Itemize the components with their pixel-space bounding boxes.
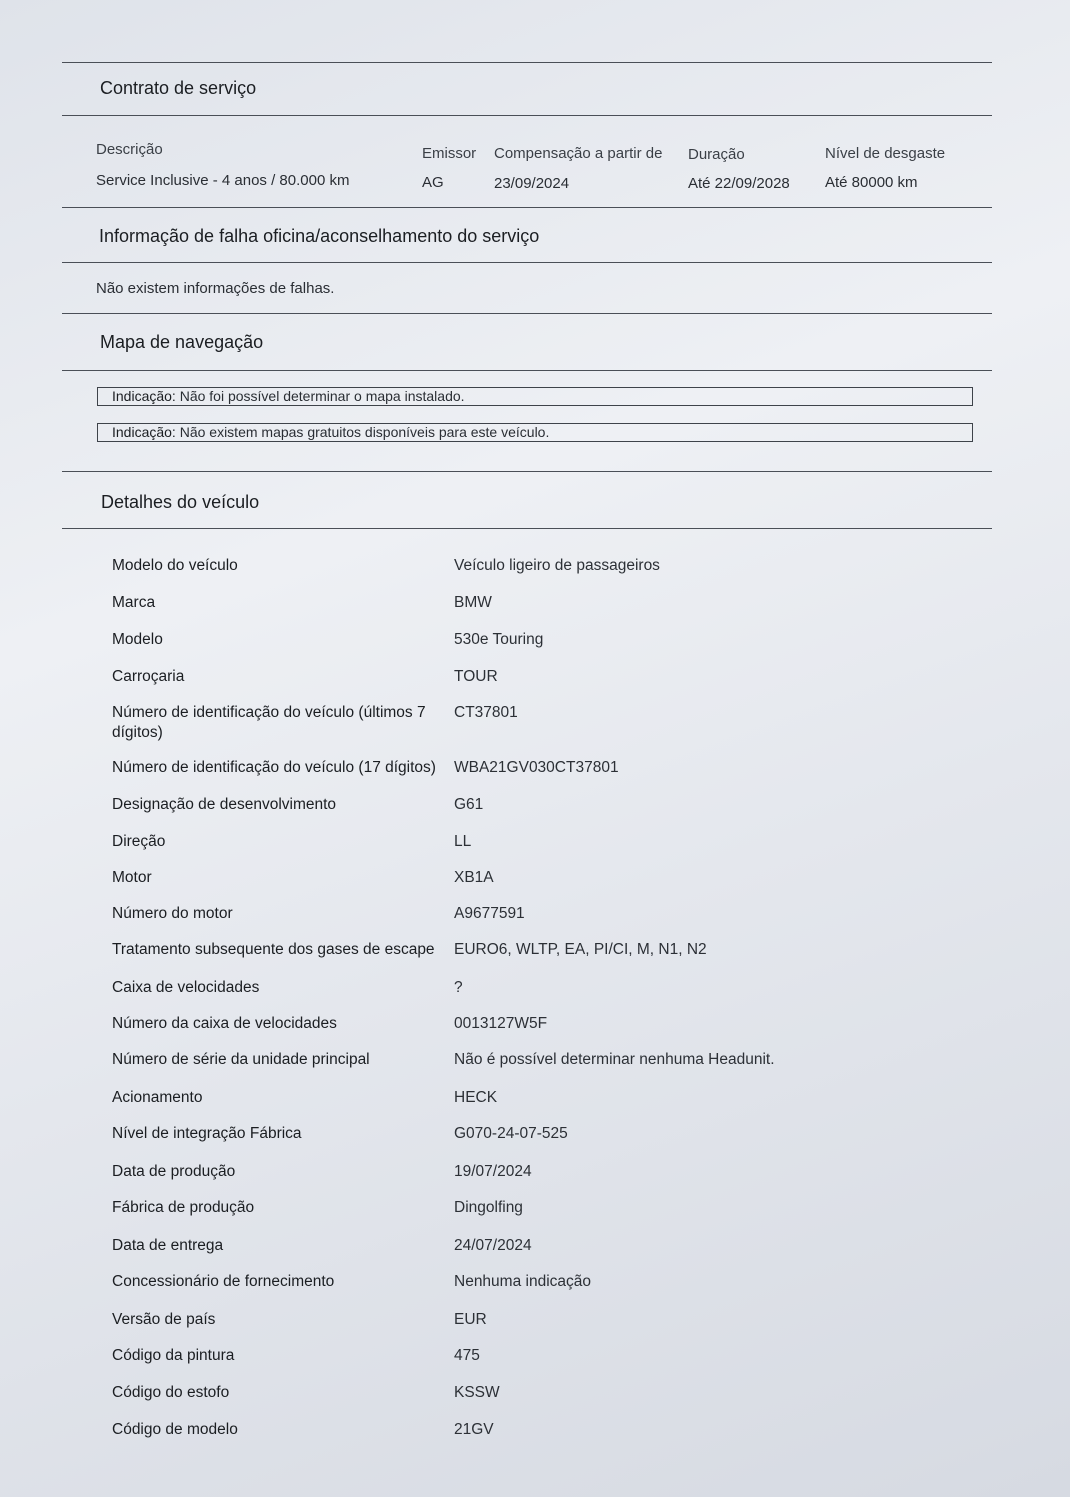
detail-value: 475 bbox=[454, 1347, 480, 1364]
contract-wear-level: Até 80000 km bbox=[825, 174, 918, 191]
fault-info-text: Não existem informações de falhas. bbox=[96, 280, 335, 297]
navigation-note bbox=[97, 423, 973, 442]
detail-label: Concessionário de fornecimento bbox=[112, 1273, 335, 1290]
detail-value: 19/07/2024 bbox=[454, 1163, 532, 1180]
divider bbox=[62, 115, 992, 116]
detail-label: Nível de integração Fábrica bbox=[112, 1125, 302, 1142]
header-wear-level: Nível de desgaste bbox=[825, 145, 946, 162]
detail-label: Código da pintura bbox=[112, 1347, 235, 1364]
header-description: Descrição bbox=[96, 141, 163, 158]
detail-label: Designação de desenvolvimento bbox=[112, 796, 337, 813]
detail-value: 21GV bbox=[454, 1421, 494, 1438]
detail-label: Código de modelo bbox=[112, 1421, 238, 1438]
detail-label: Fábrica de produção bbox=[112, 1199, 255, 1216]
detail-value: G61 bbox=[454, 796, 484, 813]
divider bbox=[62, 313, 992, 314]
contract-duration: Até 22/09/2028 bbox=[688, 175, 790, 192]
detail-value: WBA21GV030CT37801 bbox=[454, 759, 619, 776]
detail-label: Direção bbox=[112, 833, 166, 850]
detail-value: ? bbox=[454, 979, 463, 996]
detail-value: BMW bbox=[454, 594, 492, 611]
detail-label: Modelo do veículo bbox=[112, 557, 238, 574]
header-compensation: Compensação a partir de bbox=[494, 145, 663, 162]
detail-label: Carroçaria bbox=[112, 668, 185, 685]
header-issuer: Emissor bbox=[422, 145, 477, 162]
divider bbox=[62, 207, 992, 208]
contract-description: Service Inclusive - 4 anos / 80.000 km bbox=[96, 172, 350, 189]
detail-value: A9677591 bbox=[454, 905, 525, 922]
section-title-fault-info: Informação de falha oficina/aconselhamento do serviço bbox=[99, 226, 540, 246]
detail-label: Marca bbox=[112, 594, 156, 611]
detail-value: EURO6, WLTP, EA, PI/CI, M, N1, N2 bbox=[454, 941, 707, 958]
detail-value: Nenhuma indicação bbox=[454, 1273, 592, 1290]
detail-value: XB1A bbox=[454, 869, 494, 886]
section-title-navigation-map: Mapa de navegação bbox=[100, 332, 264, 352]
detail-label: Motor bbox=[112, 869, 152, 886]
header-duration: Duração bbox=[688, 146, 745, 163]
note-key: Indicação: bbox=[112, 388, 176, 404]
contract-issuer: AG bbox=[422, 174, 444, 191]
detail-label: Acionamento bbox=[112, 1089, 203, 1106]
note-text: Não existem mapas gratuitos disponíveis para este veículo. bbox=[175, 424, 550, 440]
detail-value: HECK bbox=[454, 1089, 498, 1106]
detail-value: KSSW bbox=[454, 1384, 500, 1401]
detail-value: G070-24-07-525 bbox=[454, 1125, 568, 1142]
detail-label: Número do motor bbox=[112, 905, 233, 922]
note-text: Não foi possível determinar o mapa instalado. bbox=[175, 388, 465, 404]
detail-value: Dingolfing bbox=[454, 1199, 523, 1216]
divider bbox=[62, 528, 992, 529]
section-title-service-contract: Contrato de serviço bbox=[100, 78, 257, 98]
detail-value: 530e Touring bbox=[454, 631, 544, 648]
detail-value: LL bbox=[454, 833, 472, 850]
detail-value: CT37801 bbox=[454, 704, 518, 721]
detail-value: Não é possível determinar nenhuma Headunit. bbox=[454, 1051, 775, 1068]
detail-value: 24/07/2024 bbox=[454, 1237, 532, 1254]
section-title-vehicle-details: Detalhes do veículo bbox=[101, 492, 260, 512]
contract-compensation: 23/09/2024 bbox=[494, 175, 570, 192]
detail-value: EUR bbox=[454, 1311, 487, 1328]
divider bbox=[62, 370, 992, 371]
detail-label: Tratamento subsequente dos gases de escape bbox=[112, 941, 435, 958]
detail-label: Data de produção bbox=[112, 1163, 236, 1180]
detail-label: Número de identificação do veículo (17 dígitos) bbox=[112, 759, 436, 776]
detail-value: Veículo ligeiro de passageiros bbox=[454, 557, 660, 574]
divider bbox=[62, 62, 992, 63]
detail-label: Número de série da unidade principal bbox=[112, 1051, 370, 1068]
detail-value: 0013127W5F bbox=[454, 1015, 548, 1032]
divider bbox=[62, 471, 992, 472]
detail-label: Número de identificação do veículo (últimos 7 dígitos) bbox=[112, 704, 426, 741]
detail-label: Data de entrega bbox=[112, 1237, 224, 1254]
note-key: Indicação: bbox=[112, 424, 176, 440]
detail-value: TOUR bbox=[454, 668, 498, 685]
detail-label: Modelo bbox=[112, 631, 163, 648]
detail-label: Código do estofo bbox=[112, 1384, 230, 1401]
navigation-note bbox=[97, 387, 973, 406]
detail-label: Versão de país bbox=[112, 1311, 216, 1328]
detail-label: Caixa de velocidades bbox=[112, 979, 260, 996]
detail-label: Número da caixa de velocidades bbox=[112, 1015, 337, 1032]
divider bbox=[62, 262, 992, 263]
